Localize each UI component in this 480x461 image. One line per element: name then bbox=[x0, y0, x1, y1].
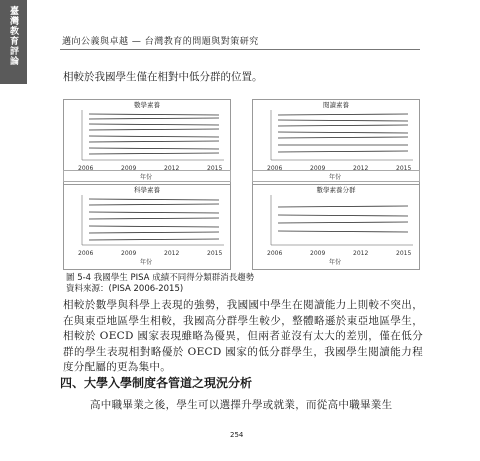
header-rule bbox=[60, 49, 420, 50]
chart-title-3: 科學素養 bbox=[134, 186, 160, 194]
series-line bbox=[89, 124, 219, 125]
series-line bbox=[278, 231, 408, 232]
chart-panel-4 bbox=[252, 184, 420, 270]
body-paragraph: 相較於數學與科學上表現的強勢，我國國中學生在閱讀能力上則較不突出，在與東亞地區學生相較，我國高分群學生較少，整體略遜於東亞地區學生，相較於 OECD 國家表現雖略為優異，但兩者並沒有太大的差別，僅在低分群的學生表現相對略優於 OECD 國家的低分群學生，我國學生閱讀能力程度分配屬的更為集中。 bbox=[63, 299, 423, 373]
x-tick: 2012 bbox=[164, 165, 180, 172]
series-line bbox=[89, 199, 219, 200]
series-line bbox=[278, 125, 408, 126]
series-line bbox=[89, 204, 219, 205]
x-axis-label: 年份 bbox=[140, 174, 153, 181]
series-line bbox=[278, 114, 408, 115]
series-line bbox=[89, 212, 219, 213]
section-heading: 四、大學入學制度各管道之現況分析 bbox=[60, 376, 253, 390]
x-tick: 2015 bbox=[207, 165, 223, 172]
chart-panel-3 bbox=[63, 184, 231, 270]
x-tick: 2006 bbox=[267, 250, 283, 257]
series-line bbox=[278, 120, 408, 121]
x-tick: 2015 bbox=[396, 250, 412, 257]
series-line bbox=[278, 132, 408, 133]
x-tick: 2009 bbox=[121, 250, 137, 257]
series-line bbox=[278, 215, 408, 216]
series-line bbox=[278, 151, 408, 152]
series-line bbox=[278, 222, 408, 223]
series-line bbox=[89, 226, 219, 227]
series-line bbox=[89, 114, 219, 115]
x-tick: 2015 bbox=[396, 165, 412, 172]
x-axis-label: 年份 bbox=[140, 259, 153, 266]
x-axis-label: 年份 bbox=[329, 174, 342, 181]
x-tick: 2015 bbox=[207, 250, 223, 257]
chart-title-2: 閱讀素養 bbox=[323, 101, 349, 109]
x-tick: 2009 bbox=[310, 250, 326, 257]
body-paragraph-2: 高中職畢業之後，學生可以選擇升學或就業，而從高中職畢業生 bbox=[90, 399, 393, 411]
chart-title-4: 數學素養分群 bbox=[316, 186, 356, 194]
side-tab-label: 臺灣教育評論 bbox=[8, 6, 18, 66]
x-tick: 2009 bbox=[310, 165, 326, 172]
series-line bbox=[89, 118, 219, 119]
x-tick: 2012 bbox=[164, 250, 180, 257]
legend-1 bbox=[63, 170, 231, 182]
chart-svg-4 bbox=[253, 185, 419, 269]
series-line bbox=[89, 148, 219, 149]
series-line bbox=[89, 232, 219, 233]
figure-caption: 圖 5-4 我國學生 PISA 成績不同得分類群消長趨勢 bbox=[66, 273, 255, 283]
x-tick: 2012 bbox=[353, 165, 369, 172]
x-tick: 2009 bbox=[121, 165, 137, 172]
legend-2 bbox=[252, 170, 420, 182]
x-tick: 2006 bbox=[78, 165, 94, 172]
series-line bbox=[89, 141, 219, 142]
series-line bbox=[278, 137, 408, 138]
series-line bbox=[278, 206, 408, 207]
series-line bbox=[89, 218, 219, 219]
series-line bbox=[89, 239, 219, 240]
side-tab bbox=[0, 0, 27, 84]
x-tick: 2012 bbox=[353, 250, 369, 257]
chart-svg-3 bbox=[64, 185, 230, 269]
series-line bbox=[89, 136, 219, 137]
series-line bbox=[89, 153, 219, 154]
x-axis-label: 年份 bbox=[329, 259, 342, 266]
running-head: 邁向公義與卓越 — 台灣教育的問題與對策研究 bbox=[62, 37, 259, 47]
page-number: 254 bbox=[230, 431, 244, 439]
series-line bbox=[89, 129, 219, 130]
intro-line: 相較於我國學生僅在相對中低分群的位置。 bbox=[63, 71, 263, 83]
x-tick: 2006 bbox=[267, 165, 283, 172]
figure-source: 資料來源：(PISA 2006-2015) bbox=[66, 284, 184, 294]
chart-title-1: 數學素養 bbox=[134, 101, 160, 109]
x-tick: 2006 bbox=[78, 250, 94, 257]
